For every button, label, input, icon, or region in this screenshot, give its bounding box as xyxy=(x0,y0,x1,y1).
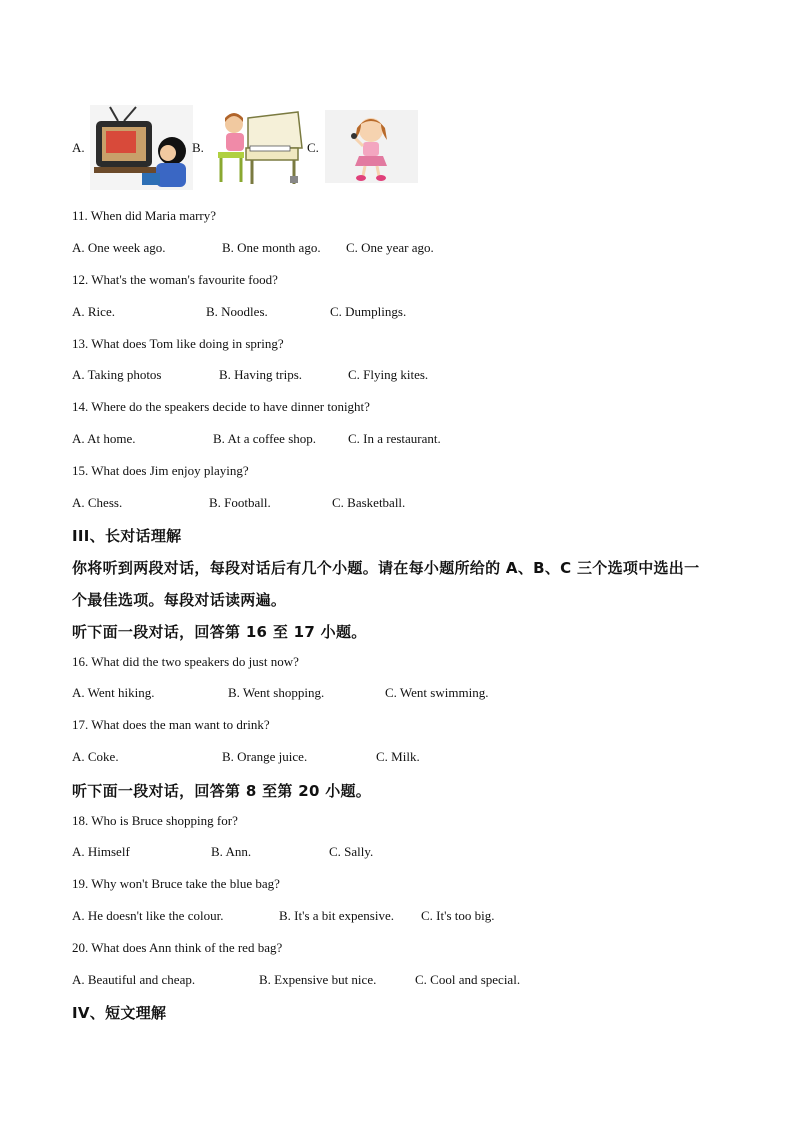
q15-option-c: C. Basketball. xyxy=(332,495,406,510)
q14-option-c: C. In a restaurant. xyxy=(348,431,441,446)
q16-option-c: C. Went swimming. xyxy=(385,685,489,700)
q20-option-a: A. Beautiful and cheap. xyxy=(72,972,196,987)
q16-option-a: A. Went hiking. xyxy=(72,685,155,700)
question-17: 17. What does the man want to drink? xyxy=(72,717,270,732)
q17-option-c: C. Milk. xyxy=(376,749,420,764)
q14-option-a: A. At home. xyxy=(72,431,136,446)
question-19: 19. Why won't Bruce take the blue bag? xyxy=(72,876,280,891)
q20-option-b: B. Expensive but nice. xyxy=(259,972,377,987)
q12-option-c: C. Dumplings. xyxy=(330,304,407,319)
section-4-title: IV、短文理解 xyxy=(72,1004,167,1022)
q13-option-b: B. Having trips. xyxy=(219,367,303,382)
q20-option-c: C. Cool and special. xyxy=(415,972,521,987)
q15-option-b: B. Football. xyxy=(209,495,271,510)
q12-option-a: A. Rice. xyxy=(72,304,115,319)
option-c-label: C. xyxy=(307,140,319,155)
q13-option-c: C. Flying kites. xyxy=(348,367,429,382)
question-13: 13. What does Tom like doing in spring? xyxy=(72,336,284,351)
q11-option-b: B. One month ago. xyxy=(222,240,321,255)
question-12: 12. What's the woman's favourite food? xyxy=(72,272,278,287)
singing-girl-icon xyxy=(325,110,418,183)
q11-option-c: C. One year ago. xyxy=(346,240,434,255)
q19-option-c: C. It's too big. xyxy=(421,908,495,923)
q18-option-b: B. Ann. xyxy=(211,844,252,859)
question-14: 14. Where do the speakers decide to have dinner tonight? xyxy=(72,399,370,414)
q13-option-a: A. Taking photos xyxy=(72,367,162,382)
question-11: 11. When did Maria marry? xyxy=(72,208,217,223)
watching-tv-icon xyxy=(90,105,193,190)
question-16: 16. What did the two speakers do just now? xyxy=(72,654,299,669)
question-15: 15. What does Jim enjoy playing? xyxy=(72,463,249,478)
playing-piano-icon xyxy=(212,108,306,188)
q15-option-a: A. Chess. xyxy=(72,495,123,510)
q18-option-c: C. Sally. xyxy=(329,844,374,859)
section-3-instructions-line1: 你将听到两段对话，每段对话后有几个小题。请在每小题所给的 A、B、C 三个选项中选出一 xyxy=(72,559,700,577)
q19-option-b: B. It's a bit expensive. xyxy=(279,908,394,923)
q17-option-a: A. Coke. xyxy=(72,749,119,764)
q18-option-a: A. Himself xyxy=(72,844,130,859)
q19-option-a: A. He doesn't like the colour. xyxy=(72,908,224,923)
q17-option-b: B. Orange juice. xyxy=(222,749,308,764)
q16-option-b: B. Went shopping. xyxy=(228,685,325,700)
q14-option-b: B. At a coffee shop. xyxy=(213,431,317,446)
q12-option-b: B. Noodles. xyxy=(206,304,268,319)
section-3-instructions-line2: 个最佳选项。每段对话读两遍。 xyxy=(72,591,287,609)
dialogue-1-instruction: 听下面一段对话，回答第 16 至 17 小题。 xyxy=(72,623,367,641)
dialogue-2-instruction: 听下面一段对话，回答第 8 至第 20 小题。 xyxy=(72,782,372,800)
section-3-title: III、长对话理解 xyxy=(72,527,182,545)
option-a-label: A. xyxy=(72,140,85,155)
option-b-label: B. xyxy=(192,140,204,155)
question-20: 20. What does Ann think of the red bag? xyxy=(72,940,283,955)
q11-option-a: A. One week ago. xyxy=(72,240,166,255)
question-18: 18. Who is Bruce shopping for? xyxy=(72,813,238,828)
